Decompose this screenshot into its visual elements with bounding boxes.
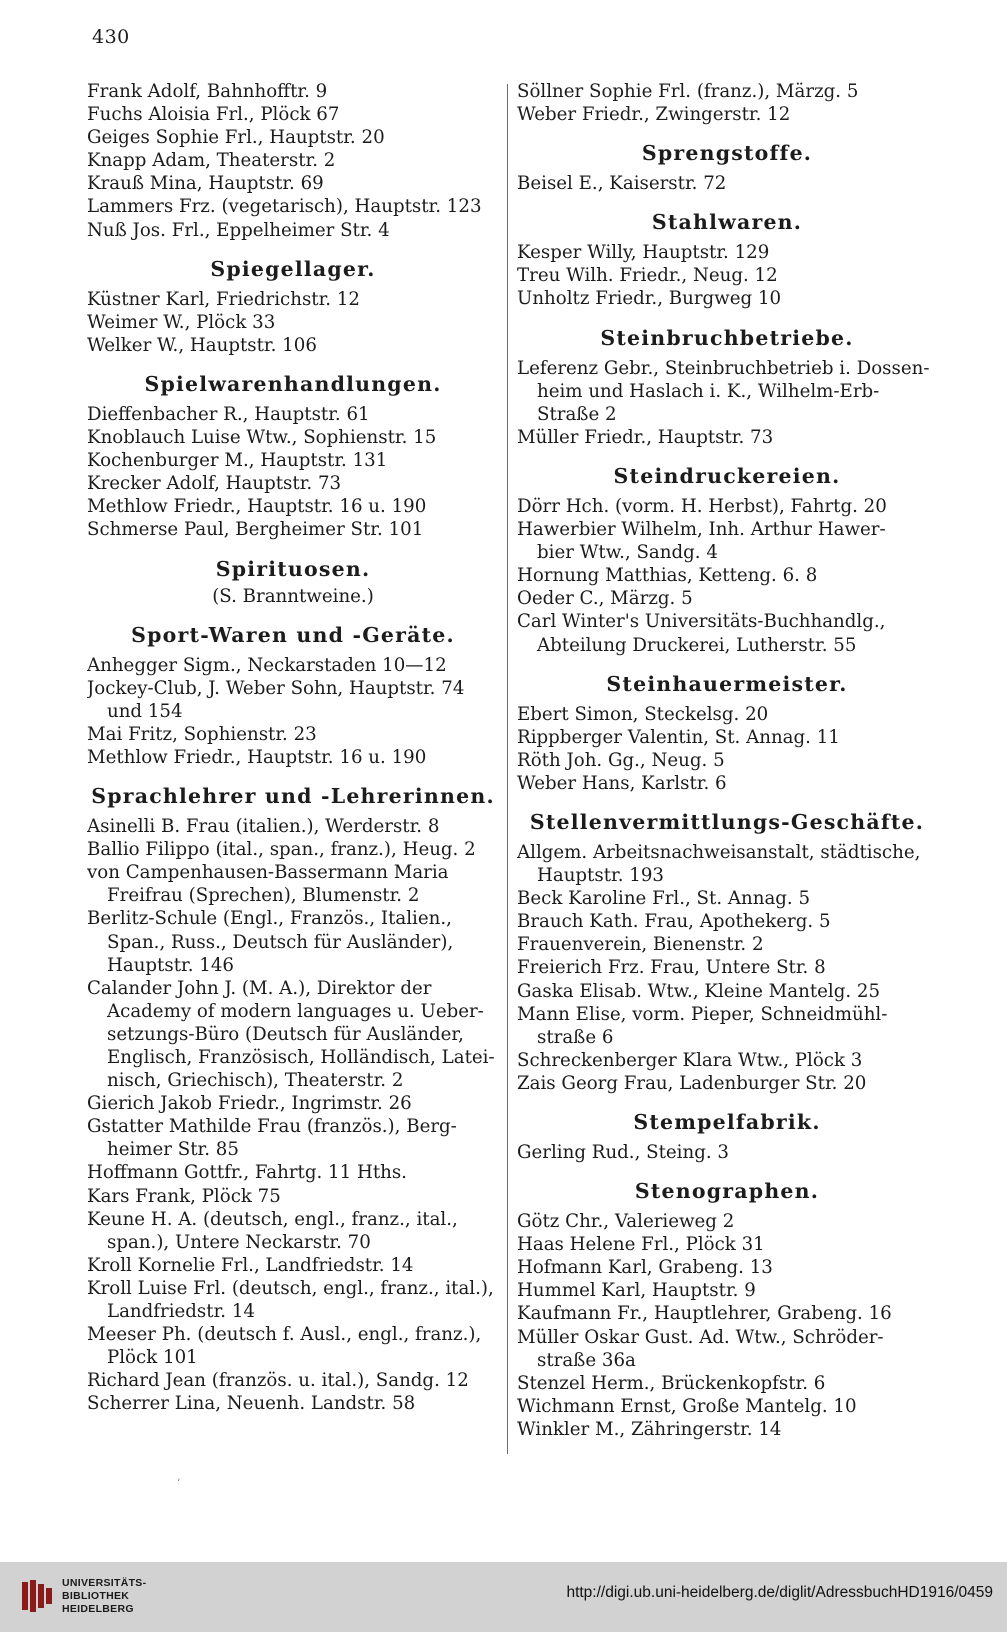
directory-entry: Weber Friedr., Zwingerstr. 12	[517, 104, 791, 126]
directory-entry-continuation: bier Wtw., Sandg. 4	[537, 542, 718, 564]
directory-entry-continuation: Englisch, Französisch, Holländisch, Latei-	[107, 1047, 495, 1068]
directory-entry: Meeser Ph. (deutsch f. Ausl., engl., franz.),	[87, 1324, 482, 1346]
directory-entry: Winkler M., Zähringerstr. 14	[517, 1418, 782, 1440]
directory-entry: Söllner Sophie Frl. (franz.), Märzg. 5	[517, 81, 859, 102]
left-column	[87, 80, 499, 1416]
section-subheading: (S. Branntweine.)	[212, 585, 374, 607]
university-seal-icon	[20, 1578, 56, 1614]
directory-entry-continuation: setzungs-Büro (Deutsch für Ausländer,	[107, 1023, 464, 1045]
directory-entry: Hoffmann Gottfr., Fahrtg. 11 Hths.	[87, 1162, 407, 1184]
directory-entry: Gerling Rud., Steing. 3	[517, 1142, 729, 1163]
directory-entry: Kroll Luise Frl. (deutsch, engl., franz., ital.),	[87, 1277, 494, 1299]
directory-entry: Methlow Friedr., Hauptstr. 16 u. 190	[87, 746, 427, 768]
directory-entry: Geiges Sophie Frl., Hauptstr. 20	[87, 127, 385, 149]
directory-entry-continuation: straße 36a	[537, 1349, 636, 1371]
directory-entry: Knoblauch Luise Wtw., Sophienstr. 15	[87, 427, 437, 449]
directory-entry: Weimer W., Plöck 33	[87, 311, 276, 333]
directory-entry-continuation: Abteilung Druckerei, Lutherstr. 55	[537, 634, 857, 656]
directory-entry-continuation: Freifrau (Sprechen), Blumenstr. 2	[107, 885, 420, 907]
section-heading: Spiegellager.	[210, 256, 376, 281]
section-heading: Steinhauermeister.	[606, 671, 848, 696]
directory-entry-continuation: straße 6	[537, 1026, 614, 1048]
directory-entry: Lammers Frz. (vegetarisch), Hauptstr. 123	[87, 196, 482, 218]
section-heading: Stellenvermittlungs-Geschäfte.	[529, 809, 925, 834]
section-heading: Spielwarenhandlungen.	[144, 371, 442, 396]
directory-entry: Unholtz Friedr., Burgweg 10	[517, 288, 782, 310]
directory-entry: Müller Friedr., Hauptstr. 73	[517, 426, 774, 448]
directory-entry: Götz Chr., Valerieweg 2	[517, 1211, 735, 1233]
directory-entry-continuation: Plöck 101	[107, 1347, 198, 1369]
institution-line: UNIVERSITÄTS-	[62, 1577, 147, 1589]
directory-entry: Kroll Kornelie Frl., Landfriedstr. 14	[87, 1254, 414, 1276]
directory-entry: Dörr Hch. (vorm. H. Herbst), Fahrtg. 20	[517, 495, 887, 517]
directory-entry: Schmerse Paul, Bergheimer Str. 101	[87, 519, 424, 541]
institution-name	[62, 1577, 146, 1616]
directory-entry: Weber Hans, Karlstr. 6	[517, 772, 727, 794]
directory-entry: Welker W., Hauptstr. 106	[87, 334, 317, 356]
right-column	[517, 80, 937, 1441]
directory-entry: Methlow Friedr., Hauptstr. 16 u. 190	[87, 496, 427, 518]
directory-entry: Carl Winter's Universitäts-Buchhandlg.,	[517, 611, 886, 633]
directory-entry: Freierich Frz. Frau, Untere Str. 8	[517, 957, 826, 979]
directory-entry: Anhegger Sigm., Neckarstaden 10—12	[87, 654, 447, 676]
section-heading: Stempelfabrik.	[633, 1110, 821, 1134]
directory-entry: Gaska Elisab. Wtw., Kleine Mantelg. 25	[517, 980, 881, 1002]
page-number: 430	[92, 26, 130, 48]
directory-entry: Zais Georg Frau, Ladenburger Str. 20	[517, 1072, 867, 1094]
directory-entry: Mai Fritz, Sophienstr. 23	[87, 723, 317, 745]
directory-entry: Asinelli B. Frau (italien.), Werderstr. 8	[87, 816, 440, 838]
directory-entry: Knapp Adam, Theaterstr. 2	[87, 150, 336, 172]
directory-entry: Rippberger Valentin, St. Annag. 11	[517, 726, 840, 748]
directory-entry-continuation: und 154	[107, 700, 183, 722]
directory-entry: Fuchs Aloisia Frl., Plöck 67	[87, 104, 340, 126]
directory-entry: Keune H. A. (deutsch, engl., franz., ital.,	[87, 1208, 458, 1230]
directory-entry: Beck Karoline Frl., St. Annag. 5	[517, 888, 811, 910]
directory-entry-continuation: Academy of modern languages u. Ueber-	[107, 1000, 484, 1022]
directory-entry: Dieffenbacher R., Hauptstr. 61	[87, 403, 370, 425]
directory-entry: Hornung Matthias, Ketteng. 6. 8	[517, 565, 818, 587]
directory-entry: Nuß Jos. Frl., Eppelheimer Str. 4	[87, 219, 390, 241]
directory-entry: Ballio Filippo (ital., span., franz.), Heug. 2	[87, 839, 476, 861]
directory-entry: Richard Jean (französ. u. ital.), Sandg. 12	[87, 1370, 469, 1392]
directory-entry: Haas Helene Frl., Plöck 31	[517, 1234, 765, 1256]
directory-entry-continuation: heim und Haslach i. K., Wilhelm-Erb-	[537, 380, 880, 402]
directory-entry: Ebert Simon, Steckelsg. 20	[517, 703, 769, 725]
directory-entry: Kars Frank, Plöck 75	[87, 1185, 281, 1207]
directory-entry: Müller Oskar Gust. Ad. Wtw., Schröder-	[517, 1326, 884, 1348]
directory-entry: Kesper Willy, Hauptstr. 129	[517, 242, 770, 264]
directory-entry: Wichmann Ernst, Große Mantelg. 10	[517, 1395, 857, 1417]
directory-entry: Oeder C., Märzg. 5	[517, 588, 693, 610]
directory-entry: Allgem. Arbeitsnachweisanstalt, städtische,	[517, 841, 921, 863]
directory-entry: Hofmann Karl, Grabeng. 13	[517, 1257, 773, 1279]
section-heading: Stahlwaren.	[651, 210, 803, 235]
directory-entry: Hawerbier Wilhelm, Inh. Arthur Hawer-	[517, 519, 886, 541]
directory-entry: Frauenverein, Bienenstr. 2	[517, 934, 764, 956]
directory-entry-continuation: span.), Untere Neckarstr. 70	[107, 1231, 371, 1253]
section-heading: Sprengstoffe.	[641, 141, 813, 166]
directory-entry: Berlitz-Schule (Engl., Französ., Italien.,	[87, 908, 452, 930]
institution-line: BIBLIOTHEK	[62, 1590, 130, 1602]
directory-entry: Röth Joh. Gg., Neug. 5	[517, 749, 725, 771]
directory-entry: Kochenburger M., Hauptstr. 131	[87, 450, 388, 472]
directory-entry: Krauß Mina, Hauptstr. 69	[87, 173, 324, 195]
directory-entry: Leferenz Gebr., Steinbruchbetrieb i. Dossen-	[517, 357, 930, 379]
directory-entry-continuation: nisch, Griechisch), Theaterstr. 2	[107, 1070, 404, 1092]
section-heading: Steinbruchbetriebe.	[600, 325, 854, 350]
footer-bar	[0, 1562, 1007, 1632]
directory-entry: von Campenhausen-Bassermann Maria	[87, 862, 449, 884]
directory-entry: Frank Adolf, Bahnhofftr. 9	[87, 81, 328, 102]
directory-entry: Calander John J. (M. A.), Direktor der	[87, 977, 432, 999]
section-heading: Sprachlehrer und -Lehrerinnen.	[91, 784, 495, 809]
directory-entry-continuation: Span., Russ., Deutsch für Ausländer),	[107, 931, 454, 953]
directory-entry: Treu Wilh. Friedr., Neug. 12	[517, 265, 778, 287]
directory-entry: Krecker Adolf, Hauptstr. 73	[87, 473, 342, 495]
institution-line: HEIDELBERG	[62, 1603, 134, 1615]
directory-entry: Kaufmann Fr., Hauptlehrer, Grabeng. 16	[517, 1303, 892, 1325]
directory-entry: Mann Elise, vorm. Pieper, Schneidmühl-	[517, 1003, 888, 1025]
directory-entry: Scherrer Lina, Neuenh. Landstr. 58	[87, 1393, 416, 1415]
directory-entry: Küstner Karl, Friedrichstr. 12	[87, 288, 360, 310]
directory-entry: Hummel Karl, Hauptstr. 9	[517, 1280, 756, 1302]
section-heading: Stenographen.	[634, 1179, 820, 1204]
stray-mark: ‘	[177, 1478, 181, 1489]
section-heading: Steindruckereien.	[613, 463, 841, 488]
directory-entry-continuation: Straße 2	[537, 403, 617, 425]
directory-entry: Brauch Kath. Frau, Apothekerg. 5	[517, 911, 831, 933]
directory-entry: Stenzel Herm., Brückenkopfstr. 6	[517, 1372, 826, 1394]
column-divider	[507, 84, 508, 1454]
section-heading: Sport-Waren und -Geräte.	[131, 622, 455, 647]
directory-entry: Schreckenberger Klara Wtw., Plöck 3	[517, 1049, 863, 1071]
directory-entry: Gierich Jakob Friedr., Ingrimstr. 26	[87, 1093, 412, 1115]
directory-entry-continuation: heimer Str. 85	[107, 1139, 239, 1161]
section-heading: Spirituosen.	[215, 556, 371, 581]
directory-entry: Beisel E., Kaiserstr. 72	[517, 173, 727, 195]
directory-entry-continuation: Hauptstr. 193	[537, 865, 664, 887]
directory-entry-continuation: Hauptstr. 146	[107, 954, 234, 976]
source-url-link[interactable]: http://digi.ub.uni-heidelberg.de/diglit/AdressbuchHD1916/0459	[566, 1584, 993, 1601]
directory-entry: Gstatter Mathilde Frau (französ.), Berg-	[87, 1116, 457, 1138]
directory-entry: Jockey-Club, J. Weber Sohn, Hauptstr. 74	[87, 677, 465, 699]
directory-entry-continuation: Landfriedstr. 14	[107, 1301, 255, 1323]
